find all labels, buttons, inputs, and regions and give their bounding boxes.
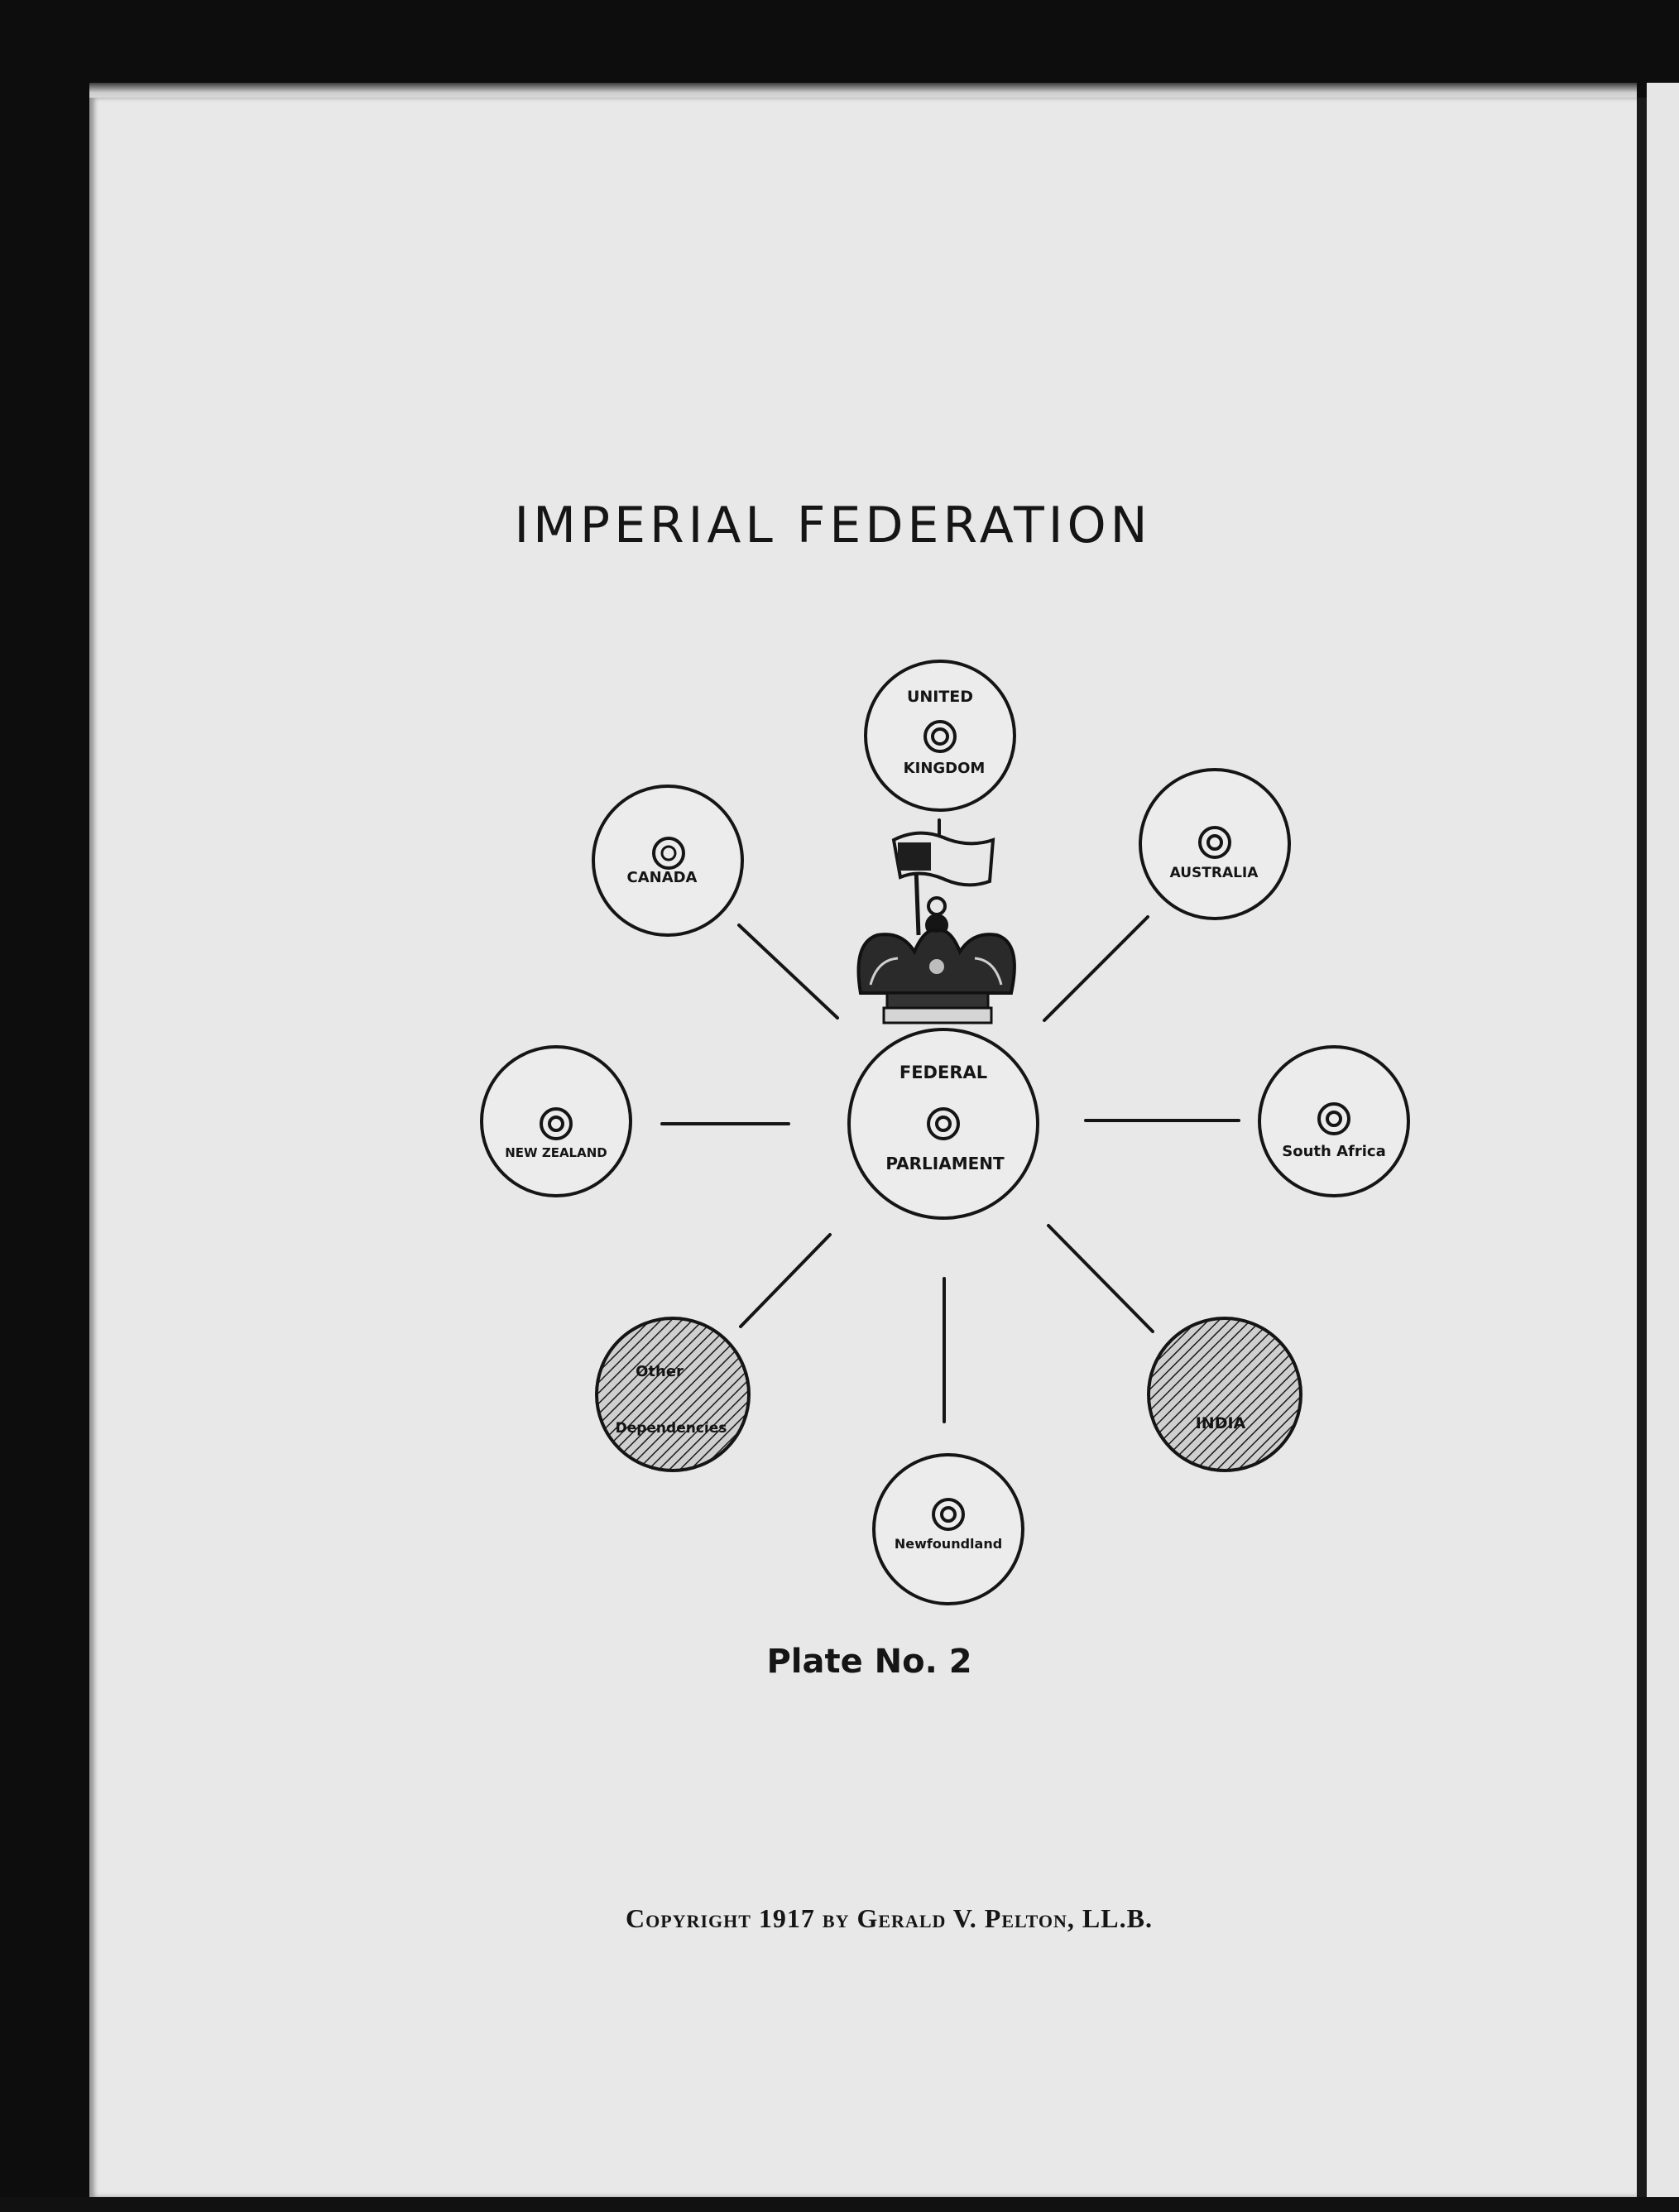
parliament-label: PARLIAMENT: [885, 1154, 1005, 1173]
node-new-zealand: [482, 1047, 631, 1196]
plate-caption: Plate No. 2: [766, 1643, 972, 1681]
node-australia: [1140, 770, 1289, 919]
node-federal-parliament: [849, 1029, 1038, 1218]
india-label: INDIA: [1195, 1414, 1246, 1432]
south-africa-label: South Africa: [1282, 1143, 1386, 1160]
canada-label: CANADA: [626, 869, 698, 886]
node-united-kingdom: [866, 661, 1015, 810]
federal-label: FEDERAL: [899, 1063, 988, 1082]
other-dependencies-label-line2: Dependencies: [615, 1420, 727, 1437]
australia-label: AUSTRALIA: [1169, 865, 1259, 881]
crown-icon: [859, 833, 1015, 1023]
uk-label-line2: KINGDOM: [903, 760, 986, 777]
node-india: [1149, 1318, 1301, 1471]
uk-label-line1: UNITED: [906, 688, 974, 706]
connector-india: [1048, 1226, 1153, 1332]
new-zealand-label: NEW ZEALAND: [505, 1145, 607, 1160]
other-dependencies-label-line1: Other: [636, 1363, 684, 1380]
connector-australia: [1044, 917, 1148, 1020]
connector-canada: [739, 925, 837, 1018]
copyright-notice: Copyright 1917 by Gerald V. Pelton, LL.B.: [626, 1903, 1153, 1933]
newfoundland-label: Newfoundland: [894, 1536, 1003, 1552]
connector-other-dependencies: [741, 1235, 830, 1327]
page-title: IMPERIAL FEDERATION: [514, 497, 1152, 554]
node-other-dependencies: [597, 1318, 749, 1471]
node-south-africa: [1259, 1047, 1408, 1196]
